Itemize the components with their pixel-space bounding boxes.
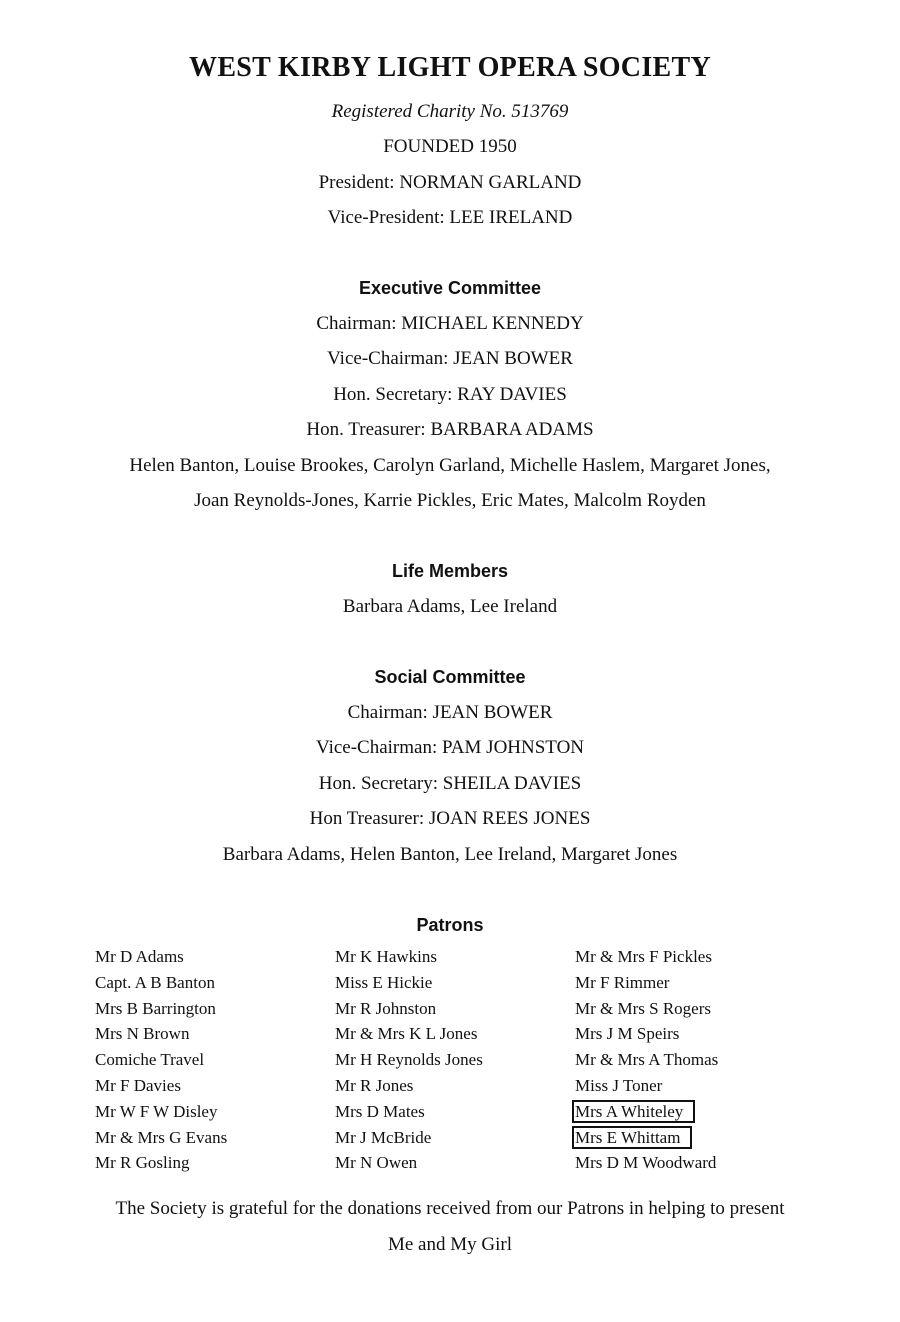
patron-name: Mr H Reynolds Jones	[335, 1050, 483, 1070]
show-title: Me and My Girl	[387, 1234, 512, 1255]
patrons-heading: Patrons	[416, 915, 484, 935]
patrons-column-3	[575, 944, 805, 1176]
patron-name: Miss E Hickie	[335, 972, 433, 992]
patron-name: Comiche Travel	[95, 1050, 205, 1070]
executive-committee-heading: Executive Committee	[358, 278, 542, 298]
executive-vice-chairman: Vice-Chairman: JEAN BOWER	[327, 348, 573, 369]
patron-name-highlighted	[575, 1125, 805, 1151]
patron-name: Mr F Davies	[95, 1075, 181, 1095]
social-vice-chairman: Vice-Chairman: PAM JOHNSTON	[315, 737, 585, 758]
patron-name: Mr D Adams	[95, 947, 184, 966]
patrons-column-1	[95, 944, 325, 1176]
patron-name: Mr K Hawkins	[335, 947, 437, 966]
highlight-box: Mrs A Whiteley	[572, 1100, 695, 1123]
executive-members-line-1: Helen Banton, Louise Brookes, Carolyn Garland, Michelle Haslem, Margaret Jones,	[129, 455, 771, 476]
founded-line: FOUNDED 1950	[383, 136, 517, 157]
society-title: WEST KIRBY LIGHT OPERA SOCIETY	[189, 52, 711, 83]
patron-name-highlighted	[575, 1099, 805, 1125]
patrons-column-2	[335, 944, 565, 1176]
life-members-heading: Life Members	[391, 561, 509, 581]
highlight-box: Mrs E Whittam	[572, 1126, 692, 1149]
social-members: Barbara Adams, Helen Banton, Lee Ireland, Margaret Jones	[222, 844, 678, 865]
patron-name: Mr & Mrs K L Jones	[335, 1024, 478, 1044]
social-secretary: Hon. Secretary: SHEILA DAVIES	[318, 773, 582, 794]
executive-treasurer: Hon. Treasurer: BARBARA ADAMS	[306, 419, 594, 440]
patron-name: Mrs D Mates	[335, 1101, 425, 1121]
social-chairman: Chairman: JEAN BOWER	[347, 702, 553, 723]
patron-name: Mr W F W Disley	[95, 1101, 218, 1121]
social-committee-heading: Social Committee	[374, 667, 526, 687]
patron-name: Mr & Mrs A Thomas	[575, 1050, 719, 1070]
patron-name: Mr R Jones	[335, 1075, 414, 1095]
patron-name: Mrs D M Woodward	[575, 1153, 717, 1173]
executive-chairman: Chairman: MICHAEL KENNEDY	[316, 313, 584, 334]
thanks-line: The Society is grateful for the donations received from our Patrons in helping to present	[115, 1198, 785, 1219]
patron-name: Mrs N Brown	[95, 1024, 190, 1044]
patron-name: Mr R Johnston	[335, 998, 437, 1018]
patron-name: Mr & Mrs G Evans	[95, 1127, 228, 1147]
patron-name: Mr & Mrs S Rogers	[575, 998, 712, 1018]
patron-name: Mrs J M Speirs	[575, 1024, 680, 1044]
patron-name: Mrs B Barrington	[95, 998, 216, 1018]
social-treasurer: Hon Treasurer: JOAN REES JONES	[309, 808, 591, 829]
patron-name: Mr J McBride	[335, 1127, 432, 1147]
patron-name: Mr F Rimmer	[575, 972, 670, 992]
vice-president-line: Vice-President: LEE IRELAND	[327, 207, 573, 228]
patron-name: Mr & Mrs F Pickles	[575, 947, 712, 966]
patron-name: Mr R Gosling	[95, 1153, 190, 1173]
executive-secretary: Hon. Secretary: RAY DAVIES	[333, 384, 567, 405]
patron-name: Miss J Toner	[575, 1075, 663, 1095]
president-line: President: NORMAN GARLAND	[318, 172, 582, 193]
charity-number: Registered Charity No. 513769	[331, 101, 569, 122]
executive-members-line-2: Joan Reynolds-Jones, Karrie Pickles, Eric Mates, Malcolm Royden	[194, 490, 706, 511]
life-members-names: Barbara Adams, Lee Ireland	[342, 596, 558, 617]
patron-name: Capt. A B Banton	[95, 972, 215, 992]
patron-name: Mr N Owen	[335, 1153, 418, 1173]
